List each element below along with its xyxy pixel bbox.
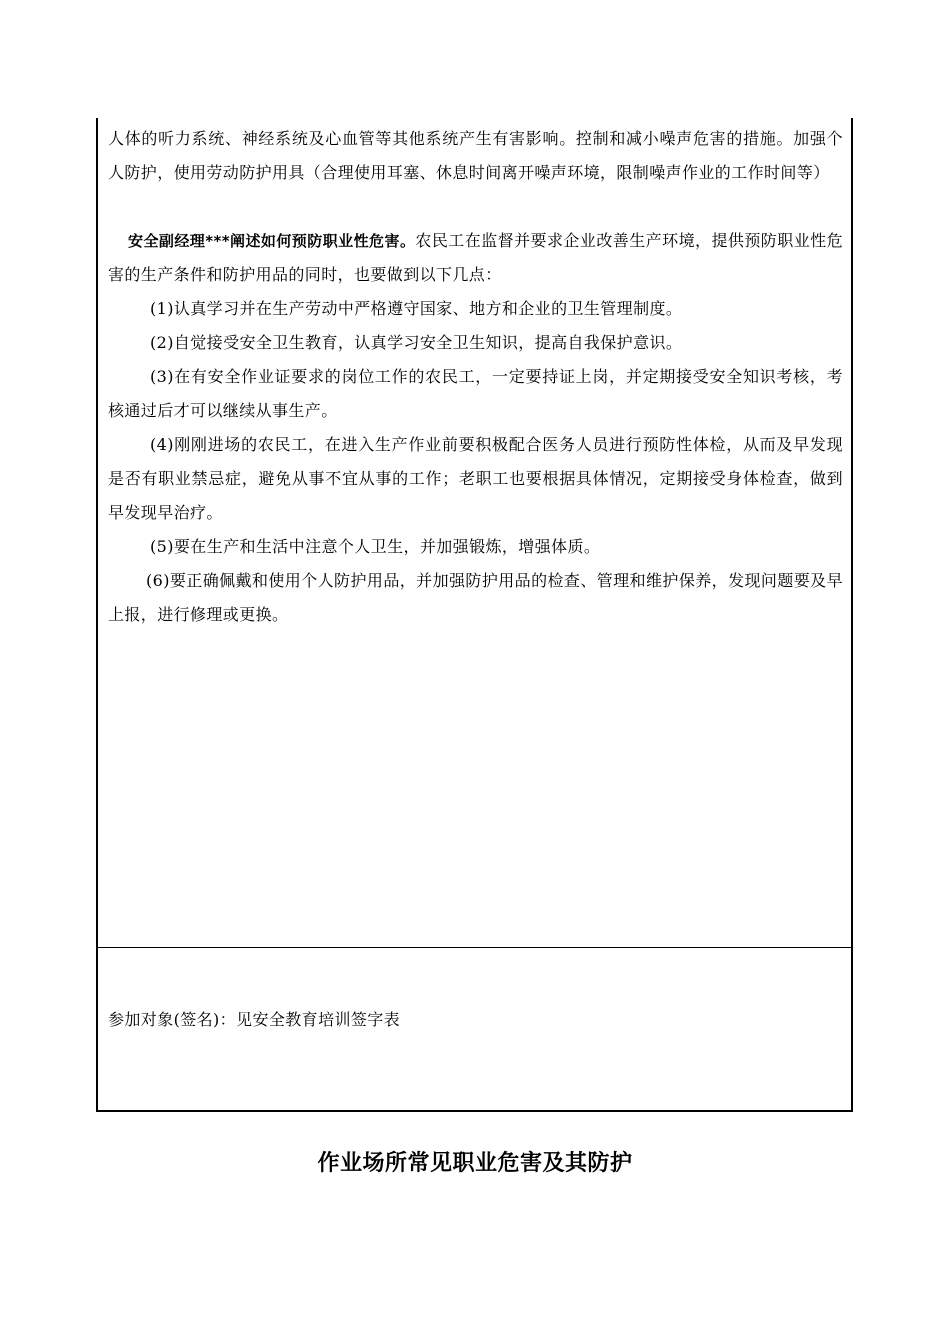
list-item: (1)认真学习并在生产劳动中严格遵守国家、地方和企业的卫生管理制度。 (150, 299, 683, 318)
signature-cell (98, 948, 851, 1110)
noise-hazard-paragraph: 人体的听力系统、神经系统及心血管等其他系统产生有害影响。控制和减小噪声危害的措施。加强个人防护，使用劳动防护用具（合理使用耳塞、休息时间离开噪声环境，限制噪声作业的工作时间等） (108, 129, 843, 182)
participants-signature-text: 参加对象(签名)：见安全教育培训签字表 (108, 1010, 401, 1029)
list-item: (6)要正确佩戴和使用个人防护用品，并加强防护用品的检查、管理和维护保养，发现问题要及早上报，进行修理或更换。 (108, 571, 843, 624)
section-title: 作业场所常见职业危害及其防护 (317, 1151, 633, 1176)
prevention-lead-paragraph (108, 224, 843, 292)
list-item: (2)自觉接受安全卫生教育，认真学习安全卫生知识，提高自我保护意识。 (150, 333, 683, 352)
list-item: (3)在有安全作业证要求的岗位工作的农民工，一定要持证上岗，并定期接受安全知识考核，考核通过后才可以继续从事生产。 (108, 367, 843, 420)
prevention-lead-text: 农民工在监督并要求企业改善生产环境，提供预防职业性危害的生产条件和防护用品的同时，也要做到以下几点： (108, 231, 843, 284)
list-item: (5)要在生产和生活中注意个人卫生，并加强锻炼，增强体质。 (150, 537, 601, 556)
list-item: (4)刚刚进场的农民工，在进入生产作业前要积极配合医务人员进行预防性体检，从而及早发现是否有职业禁忌症，避免从事不宜从事的工作；老职工也要根据具体情况，定期接受身体检查，做到早发现早治疗。 (108, 435, 843, 522)
record-form-table (96, 118, 853, 1112)
content-cell (98, 118, 851, 948)
speaker-heading: 安全副经理***阐述如何预防职业性危害。 (128, 232, 416, 250)
